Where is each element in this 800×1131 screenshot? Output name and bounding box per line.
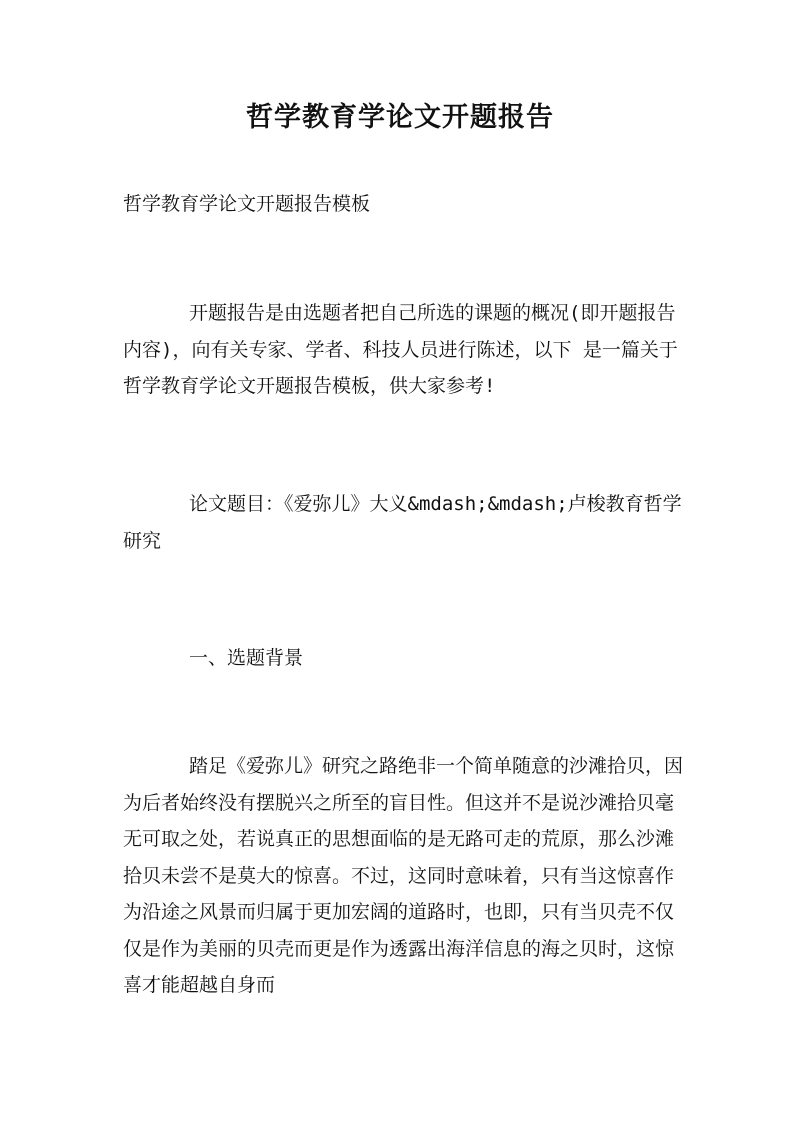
section-heading: 一、选题背景 [189, 647, 304, 669]
document-subtitle: 哲学教育学论文开题报告模板 [123, 193, 371, 215]
intro-paragraph: 开题报告是由选题者把自己所选的课题的概况(即开题报告内容)，向有关专家、学者、科技人员进行陈述，以下 是一篇关于哲学教育学论文开题报告模板，供大家参考! [123, 302, 678, 397]
document-title: 哲学教育学论文开题报告 [246, 102, 554, 133]
thesis-title: 论文题目：《爱弥儿》大义&mdash;&mdash;卢梭教育哲学研究 [123, 493, 682, 552]
body-paragraph: 踏足《爱弥儿》研究之路绝非一个简单随意的沙滩拾贝，因为后者始终没有摆脱兴之所至的盲目性。但这并不是说沙滩拾贝毫无可取之处，若说真正的思想面临的是无路可走的荒原，那么沙滩拾贝未尝不是莫大的惊喜。不过，这同时意味着，只有当这惊喜作为沿途之风景而归属于更加宏阔的道路时，也即，只有当贝壳不仅仅是作为美丽的贝壳而更是作为透露出海洋信息的海之贝时，这惊喜才能超越自身而 [123, 755, 684, 996]
